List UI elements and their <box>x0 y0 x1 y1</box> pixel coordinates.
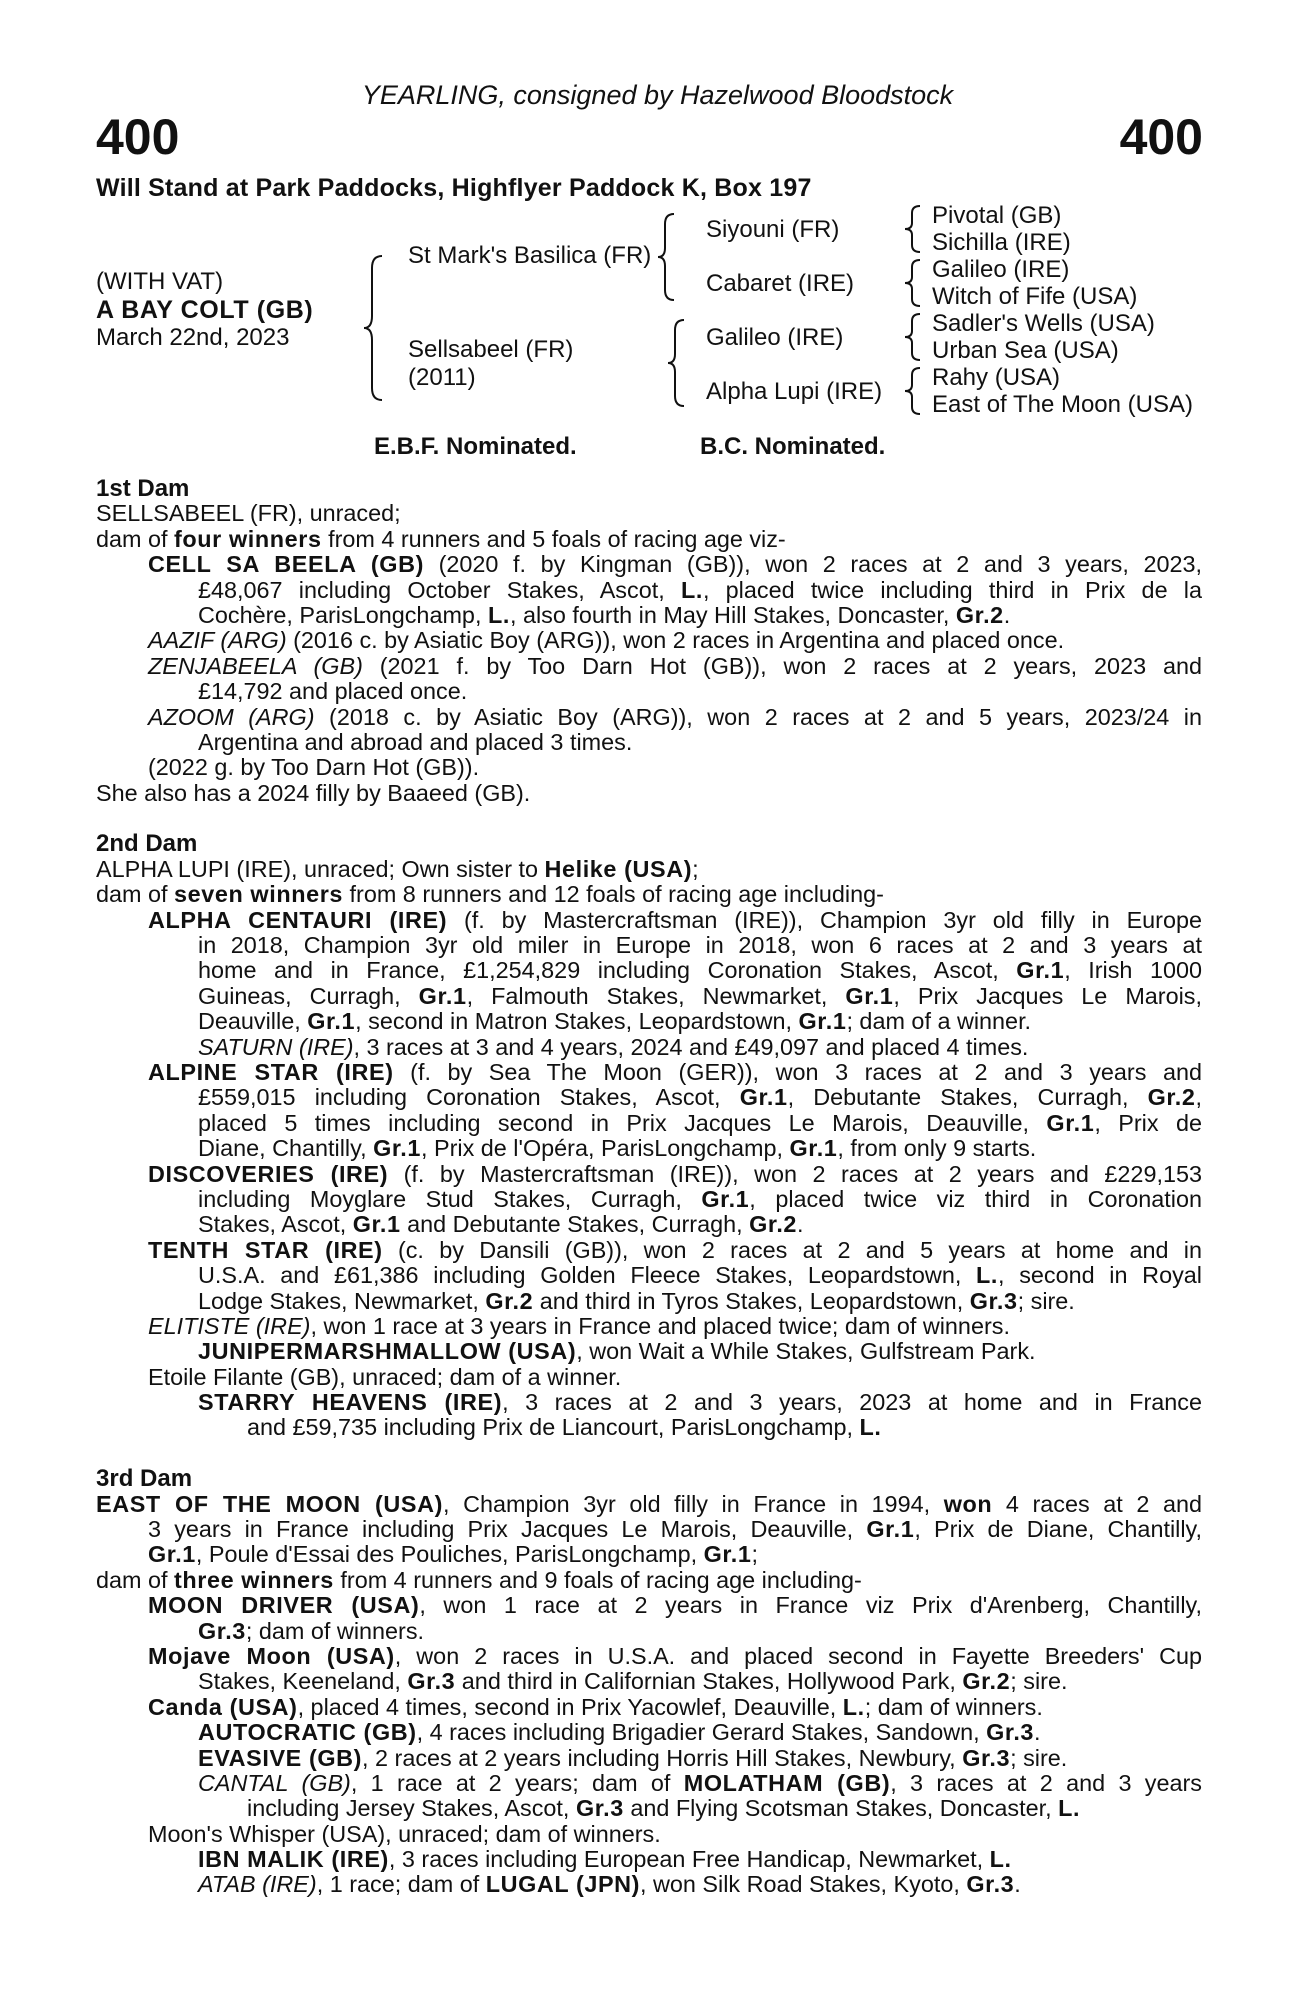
bold-name: Gr.1 <box>307 1008 356 1035</box>
bold-name: L. <box>989 1846 1012 1873</box>
bold-name: won <box>943 1491 993 1517</box>
bold-name: L. <box>487 601 510 628</box>
pedigree-dam: Sellsabeel (FR) <box>408 336 574 363</box>
text-line <box>96 1314 1202 1339</box>
text-line <box>96 1720 1202 1745</box>
pedigree-dam-year: (2011) <box>408 364 476 391</box>
bold-name: Gr.1 <box>701 1186 750 1212</box>
text-run: dam of <box>96 881 175 908</box>
heading-text: 3rd Dam <box>96 1465 193 1493</box>
bold-name: Gr.2 <box>955 601 1004 628</box>
text-run: , 3 races at 2 and 3 years <box>890 1770 1202 1796</box>
bold-name: EVASIVE (GB) <box>198 1744 363 1771</box>
pedigree-sire-dam: Cabaret (IRE) <box>706 270 855 297</box>
bold-name: EAST OF THE MOON (USA) <box>96 1491 443 1517</box>
text-line <box>96 781 1202 806</box>
bold-name: Gr.1 <box>148 1541 196 1568</box>
lot-number-left: 400 <box>96 109 180 165</box>
text-run: ; dam of a winner. <box>846 1008 1032 1035</box>
bold-name: four winners <box>174 525 322 552</box>
text-run: from 8 runners and 12 foals of racing age including- <box>343 881 884 908</box>
text-line <box>96 603 1202 628</box>
text-run: Stakes, Ascot, <box>198 1211 353 1238</box>
text-run: , second in Matron Stakes, Leopardstown, <box>355 1008 799 1035</box>
text-run: and third in Tyros Stakes, Leopardstown, <box>533 1287 970 1314</box>
pedigree-g6: Urban Sea (USA) <box>932 337 1119 364</box>
text-run: including Moyglare Stud Stakes, Curragh, <box>198 1186 702 1212</box>
spacer <box>96 1441 1202 1466</box>
pedigree-g2: Sichilla (IRE) <box>932 229 1071 256</box>
text-line <box>96 1212 1202 1237</box>
text-run: , 2 races at 2 years including Horris Hill Stakes, Newbury, <box>362 1744 963 1771</box>
bold-name: AUTOCRATIC (GB) <box>198 1719 417 1746</box>
text-run: (2018 c. by Asiatic Boy (ARG)), won 2 races at 2 and 5 years, 2023/24 in <box>314 704 1202 730</box>
bold-name: Gr.1 <box>418 983 467 1009</box>
bold-name: Gr.2 <box>485 1287 534 1314</box>
text-line <box>96 1339 1202 1364</box>
heading-text: 1st Dam <box>96 475 190 502</box>
text-run: U.S.A. and £61,386 including Golden Fleece Stakes, Leopardstown, <box>198 1263 977 1289</box>
text-line <box>96 654 1202 679</box>
text-run: , Prix de Diane, Chantilly, <box>914 1517 1202 1543</box>
text-run: £559,015 including Coronation Stakes, Ascot, <box>198 1085 740 1111</box>
section-heading <box>96 831 1202 856</box>
text-run: . <box>797 1211 804 1238</box>
bold-name: DISCOVERIES (IRE) <box>148 1161 389 1187</box>
bold-name: Gr.3 <box>575 1795 624 1822</box>
text-run: 3 years in France including Prix Jacques Le Marois, Deauville, <box>148 1517 867 1543</box>
bold-name: Gr.1 <box>703 1541 752 1568</box>
text-run: , <box>1195 1085 1202 1111</box>
text-run: , placed 4 times, second in Prix Yacowlef, Deauville, <box>297 1693 843 1720</box>
text-run: , Prix de <box>1094 1110 1202 1136</box>
text-line <box>96 1085 1202 1110</box>
italic-name: CANTAL (GB) <box>198 1770 351 1796</box>
horse-name: A BAY COLT (GB) <box>96 296 314 324</box>
text-run: . <box>1014 1871 1021 1898</box>
text-line <box>96 1796 1202 1821</box>
text-run: , also fourth in May Hill Stakes, Doncaster, <box>509 601 956 628</box>
text-run: placed 5 times including second in Prix Jacques Le Marois, Deauville, <box>198 1110 1047 1136</box>
text-line <box>96 1542 1202 1567</box>
text-run: , won Wait a While Stakes, Gulfstream Park. <box>576 1338 1036 1365</box>
pedigree-brace-dam <box>666 318 688 408</box>
text-run: £14,792 and placed once. <box>198 678 468 705</box>
text-line <box>96 958 1202 983</box>
text-line <box>96 1390 1202 1415</box>
text-run: , 1 race at 2 years; dam of <box>350 1770 684 1796</box>
text-run: Lodge Stakes, Newmarket, <box>198 1287 486 1314</box>
bold-name: Gr.3 <box>198 1617 246 1644</box>
text-run: ; dam of winners. <box>864 1693 1043 1720</box>
text-run: (f. by Mastercraftsman (IRE)), won 2 races at 2 years and £229,153 <box>388 1161 1202 1187</box>
pedigree-brace-g3 <box>902 312 924 362</box>
text-run: , Irish 1000 <box>1064 958 1202 984</box>
text-line <box>96 1060 1202 1085</box>
pedigree-dam-dam: Alpha Lupi (IRE) <box>706 378 883 405</box>
text-line <box>96 908 1202 933</box>
text-run: (c. by Dansili (GB)), won 2 races at 2 and 5 years at home and in <box>382 1237 1202 1263</box>
text-run: ; sire. <box>1017 1287 1075 1314</box>
text-run: SELLSABEEL (FR), unraced; <box>96 500 401 527</box>
bold-name: JUNIPERMARSHMALLOW (USA) <box>198 1338 577 1365</box>
text-run: , 1 race; dam of <box>316 1871 486 1898</box>
text-line <box>96 1644 1202 1669</box>
pedigree-g3: Galileo (IRE) <box>932 256 1070 283</box>
pedigree-brace-g2 <box>902 258 924 308</box>
section-heading <box>96 1466 1202 1491</box>
text-run: , placed twice viz third in Coronation <box>749 1186 1202 1212</box>
pedigree-sire-sire: Siyouni (FR) <box>706 216 840 243</box>
bold-name: Gr.3 <box>966 1871 1015 1898</box>
bc-nomination: B.C. Nominated. <box>700 433 886 460</box>
text-line <box>96 857 1202 882</box>
text-line <box>96 1365 1202 1390</box>
text-line <box>96 628 1202 653</box>
text-line <box>96 1847 1202 1872</box>
text-run: and Flying Scotsman Stakes, Doncaster, <box>623 1795 1059 1822</box>
text-run: ; sire. <box>1010 1744 1068 1771</box>
text-line <box>96 1517 1202 1542</box>
text-run: Stakes, Keeneland, <box>198 1668 408 1695</box>
text-line <box>96 1162 1202 1187</box>
bold-name: Gr.2 <box>962 1668 1011 1695</box>
text-line <box>96 1263 1202 1288</box>
text-line <box>96 679 1202 704</box>
bold-name: Canda (USA) <box>148 1693 298 1720</box>
text-run: from 4 runners and 5 foals of racing age viz- <box>321 525 786 552</box>
italic-name: AAZIF (ARG) <box>148 627 287 654</box>
text-line <box>96 755 1202 780</box>
ebf-nomination: E.B.F. Nominated. <box>374 433 577 460</box>
bold-name: L. <box>680 577 703 603</box>
bold-name: Gr.3 <box>986 1719 1035 1746</box>
bold-name: CELL SA BEELA (GB) <box>148 552 424 578</box>
text-line <box>96 1111 1202 1136</box>
text-run: , Prix Jacques Le Marois, <box>893 983 1202 1009</box>
text-line <box>96 1289 1202 1314</box>
bold-name: Gr.3 <box>969 1287 1018 1314</box>
pedigree-dam-sire: Galileo (IRE) <box>706 324 844 351</box>
foaling-date: March 22nd, 2023 <box>96 324 290 351</box>
bold-name: IBN MALIK (IRE) <box>198 1846 389 1873</box>
text-line <box>96 578 1202 603</box>
text-line <box>96 1771 1202 1796</box>
bold-name: Gr.1 <box>1016 958 1065 984</box>
text-line <box>96 1187 1202 1212</box>
text-run: , 3 races including European Free Handicap, Newmarket, <box>388 1846 990 1873</box>
text-line <box>96 1415 1202 1440</box>
text-run: ; sire. <box>1010 1668 1068 1695</box>
bold-name: MOON DRIVER (USA) <box>148 1593 420 1619</box>
text-run: , won 1 race at 2 years in France viz Prix d'Arenberg, Chantilly, <box>419 1593 1202 1619</box>
text-run: , from only 9 starts. <box>837 1135 1037 1162</box>
text-run: (f. by Sea The Moon (GER)), won 3 races at 2 and 3 years and <box>393 1059 1202 1085</box>
text-run: Moon's Whisper (USA), unraced; dam of winners. <box>148 1820 661 1847</box>
pedigree-g5: Sadler's Wells (USA) <box>932 310 1155 337</box>
text-run: . <box>1003 601 1011 628</box>
bold-name: Gr.1 <box>798 1008 847 1035</box>
text-run: dam of <box>96 1566 175 1593</box>
bold-name: Gr.1 <box>866 1517 915 1543</box>
text-run: . <box>1034 1719 1041 1746</box>
text-run: , Poule d'Essai des Pouliches, ParisLongchamp, <box>195 1541 704 1568</box>
pedigree-sire: St Mark's Basilica (FR) <box>408 242 652 269</box>
pedigree-brace-sire <box>656 212 678 302</box>
text-run: , Champion 3yr old filly in France in 1994, <box>442 1491 944 1517</box>
text-run: ; <box>692 855 699 882</box>
text-run: , Falmouth Stakes, Newmarket, <box>466 983 846 1009</box>
text-run: , Prix de l'Opéra, ParisLongchamp, <box>421 1135 790 1162</box>
bold-name: Gr.1 <box>373 1135 421 1162</box>
bold-name: three winners <box>174 1566 334 1593</box>
pedigree-g7: Rahy (USA) <box>932 364 1061 391</box>
bold-name: TENTH STAR (IRE) <box>148 1237 383 1263</box>
stand-location: Will Stand at Park Paddocks, Highflyer Paddock K, Box 197 <box>96 174 812 202</box>
bold-name: Helike (USA) <box>544 855 693 882</box>
bold-name: Gr.3 <box>407 1668 456 1695</box>
bold-name: Gr.2 <box>749 1211 798 1238</box>
text-run: Deauville, <box>198 1008 308 1035</box>
italic-name: ELITISTE (IRE) <box>148 1312 311 1339</box>
text-line <box>96 1695 1202 1720</box>
bold-name: LUGAL (JPN) <box>485 1871 641 1898</box>
text-run: , 3 races at 2 and 3 years, 2023 at home and in France <box>502 1390 1202 1416</box>
bold-name: Mojave Moon (USA) <box>148 1643 395 1669</box>
italic-name: ZENJABEELA (GB) <box>148 653 363 679</box>
text-run: Guineas, Curragh, <box>198 983 419 1009</box>
text-run: She also has a 2024 filly by Baaeed (GB). <box>96 779 531 806</box>
lot-number-right: 400 <box>1119 109 1203 165</box>
bold-name: L. <box>1058 1795 1081 1822</box>
text-line <box>96 1568 1202 1593</box>
text-run: and third in Californian Stakes, Hollywood Park, <box>455 1668 963 1695</box>
text-line <box>96 1593 1202 1618</box>
text-run: (2020 f. by Kingman (GB)), won 2 races at 2 and 3 years, 2023, <box>424 552 1202 578</box>
text-line <box>96 882 1202 907</box>
text-line <box>96 1136 1202 1161</box>
bold-name: Gr.1 <box>845 983 894 1009</box>
section-heading <box>96 476 1202 501</box>
text-run: (2021 f. by Too Darn Hot (GB)), won 2 races at 2 years, 2023 and <box>362 653 1202 679</box>
text-run: ; <box>751 1541 758 1568</box>
text-line <box>96 730 1202 755</box>
text-run: (2016 c. by Asiatic Boy (ARG)), won 2 races in Argentina and placed once. <box>286 627 1065 654</box>
text-run: including Jersey Stakes, Ascot, <box>247 1795 576 1822</box>
italic-name: ATAB (IRE) <box>198 1871 317 1898</box>
text-run: , 4 races including Brigadier Gerard Stakes, Sandown, <box>416 1719 987 1746</box>
text-line <box>96 933 1202 958</box>
text-run: ALPHA LUPI (IRE), unraced; Own sister to <box>96 855 545 882</box>
pedigree-brace-main <box>362 254 386 402</box>
text-run: , 3 races at 3 and 4 years, 2024 and £49,097 and placed 4 times. <box>353 1033 1029 1060</box>
bold-name: Gr.2 <box>1147 1085 1196 1111</box>
bold-name: Gr.1 <box>739 1085 788 1111</box>
pedigree-brace-g4 <box>902 366 924 416</box>
text-line <box>96 1669 1202 1694</box>
catalogue-subtitle: YEARLING, consigned by Hazelwood Bloodstock <box>361 80 954 110</box>
text-run: , Debutante Stakes, Curragh, <box>787 1085 1148 1111</box>
bold-name: Gr.1 <box>789 1135 838 1162</box>
text-line <box>96 1492 1202 1517</box>
text-run: and £59,735 including Prix de Liancourt, ParisLongchamp, <box>247 1414 860 1441</box>
text-run: , second in Royal <box>998 1263 1202 1289</box>
bold-name: Gr.1 <box>1046 1110 1095 1136</box>
text-line <box>96 1822 1202 1847</box>
text-run: 4 races at 2 and <box>992 1491 1202 1517</box>
text-run: , placed twice including third in Prix de la <box>702 577 1202 603</box>
text-run: , won 2 races in U.S.A. and placed second in Fayette Breeders' Cup <box>394 1643 1202 1669</box>
text-run: £48,067 including October Stakes, Ascot, <box>198 577 681 603</box>
produce-record <box>96 476 1202 1898</box>
italic-name: AZOOM (ARG) <box>148 704 315 730</box>
bold-name: L. <box>976 1263 999 1289</box>
bold-name: Gr.1 <box>352 1211 401 1238</box>
text-line <box>96 1746 1202 1771</box>
heading-text: 2nd Dam <box>96 830 198 858</box>
bold-name: Gr.3 <box>962 1744 1011 1771</box>
text-run: from 4 runners and 9 foals of racing age including- <box>333 1566 862 1593</box>
italic-name: SATURN (IRE) <box>198 1033 354 1060</box>
pedigree-brace-g1 <box>902 204 924 254</box>
bold-name: ALPHA CENTAURI (IRE) <box>148 907 448 933</box>
text-line <box>96 552 1202 577</box>
text-line <box>96 1872 1202 1897</box>
text-run: Etoile Filante (GB), unraced; dam of a winner. <box>148 1363 622 1390</box>
text-run: ; dam of winners. <box>245 1617 425 1644</box>
bold-name: seven winners <box>174 881 344 908</box>
text-run: and Debutante Stakes, Curragh, <box>400 1211 750 1238</box>
text-run: Argentina and abroad and placed 3 times. <box>198 728 633 755</box>
text-run: Diane, Chantilly, <box>198 1135 374 1162</box>
text-line <box>96 705 1202 730</box>
pedigree-g8: East of The Moon (USA) <box>932 391 1193 418</box>
text-run: home and in France, £1,254,829 including Coronation Stakes, Ascot, <box>198 958 1017 984</box>
pedigree-g4: Witch of Fife (USA) <box>932 283 1138 310</box>
pedigree-g1: Pivotal (GB) <box>932 202 1062 229</box>
text-run: (f. by Mastercraftsman (IRE)), Champion 3yr old filly in Europe <box>447 907 1202 933</box>
text-run: (2022 g. by Too Darn Hot (GB)). <box>148 754 480 781</box>
bold-name: ALPINE STAR (IRE) <box>148 1059 394 1085</box>
text-run: dam of <box>96 525 175 552</box>
text-line <box>96 1619 1202 1644</box>
bold-name: STARRY HEAVENS (IRE) <box>198 1390 503 1416</box>
text-line <box>96 1009 1202 1034</box>
text-run: , won 1 race at 3 years in France and placed twice; dam of winners. <box>310 1312 1010 1339</box>
bold-name: MOLATHAM (GB) <box>683 1770 891 1796</box>
spacer <box>96 806 1202 831</box>
vat-note: (WITH VAT) <box>96 268 224 295</box>
text-line <box>96 1238 1202 1263</box>
bold-name: L. <box>842 1693 865 1720</box>
text-run: , won Silk Road Stakes, Kyoto, <box>640 1871 967 1898</box>
text-run: Cochère, ParisLongchamp, <box>198 601 488 628</box>
text-line <box>96 1035 1202 1060</box>
text-line <box>96 527 1202 552</box>
text-run: in 2018, Champion 3yr old miler in Europe in 2018, won 6 races at 2 and 3 years at <box>198 933 1202 959</box>
text-line <box>96 984 1202 1009</box>
bold-name: L. <box>859 1414 882 1441</box>
text-line <box>96 501 1202 526</box>
